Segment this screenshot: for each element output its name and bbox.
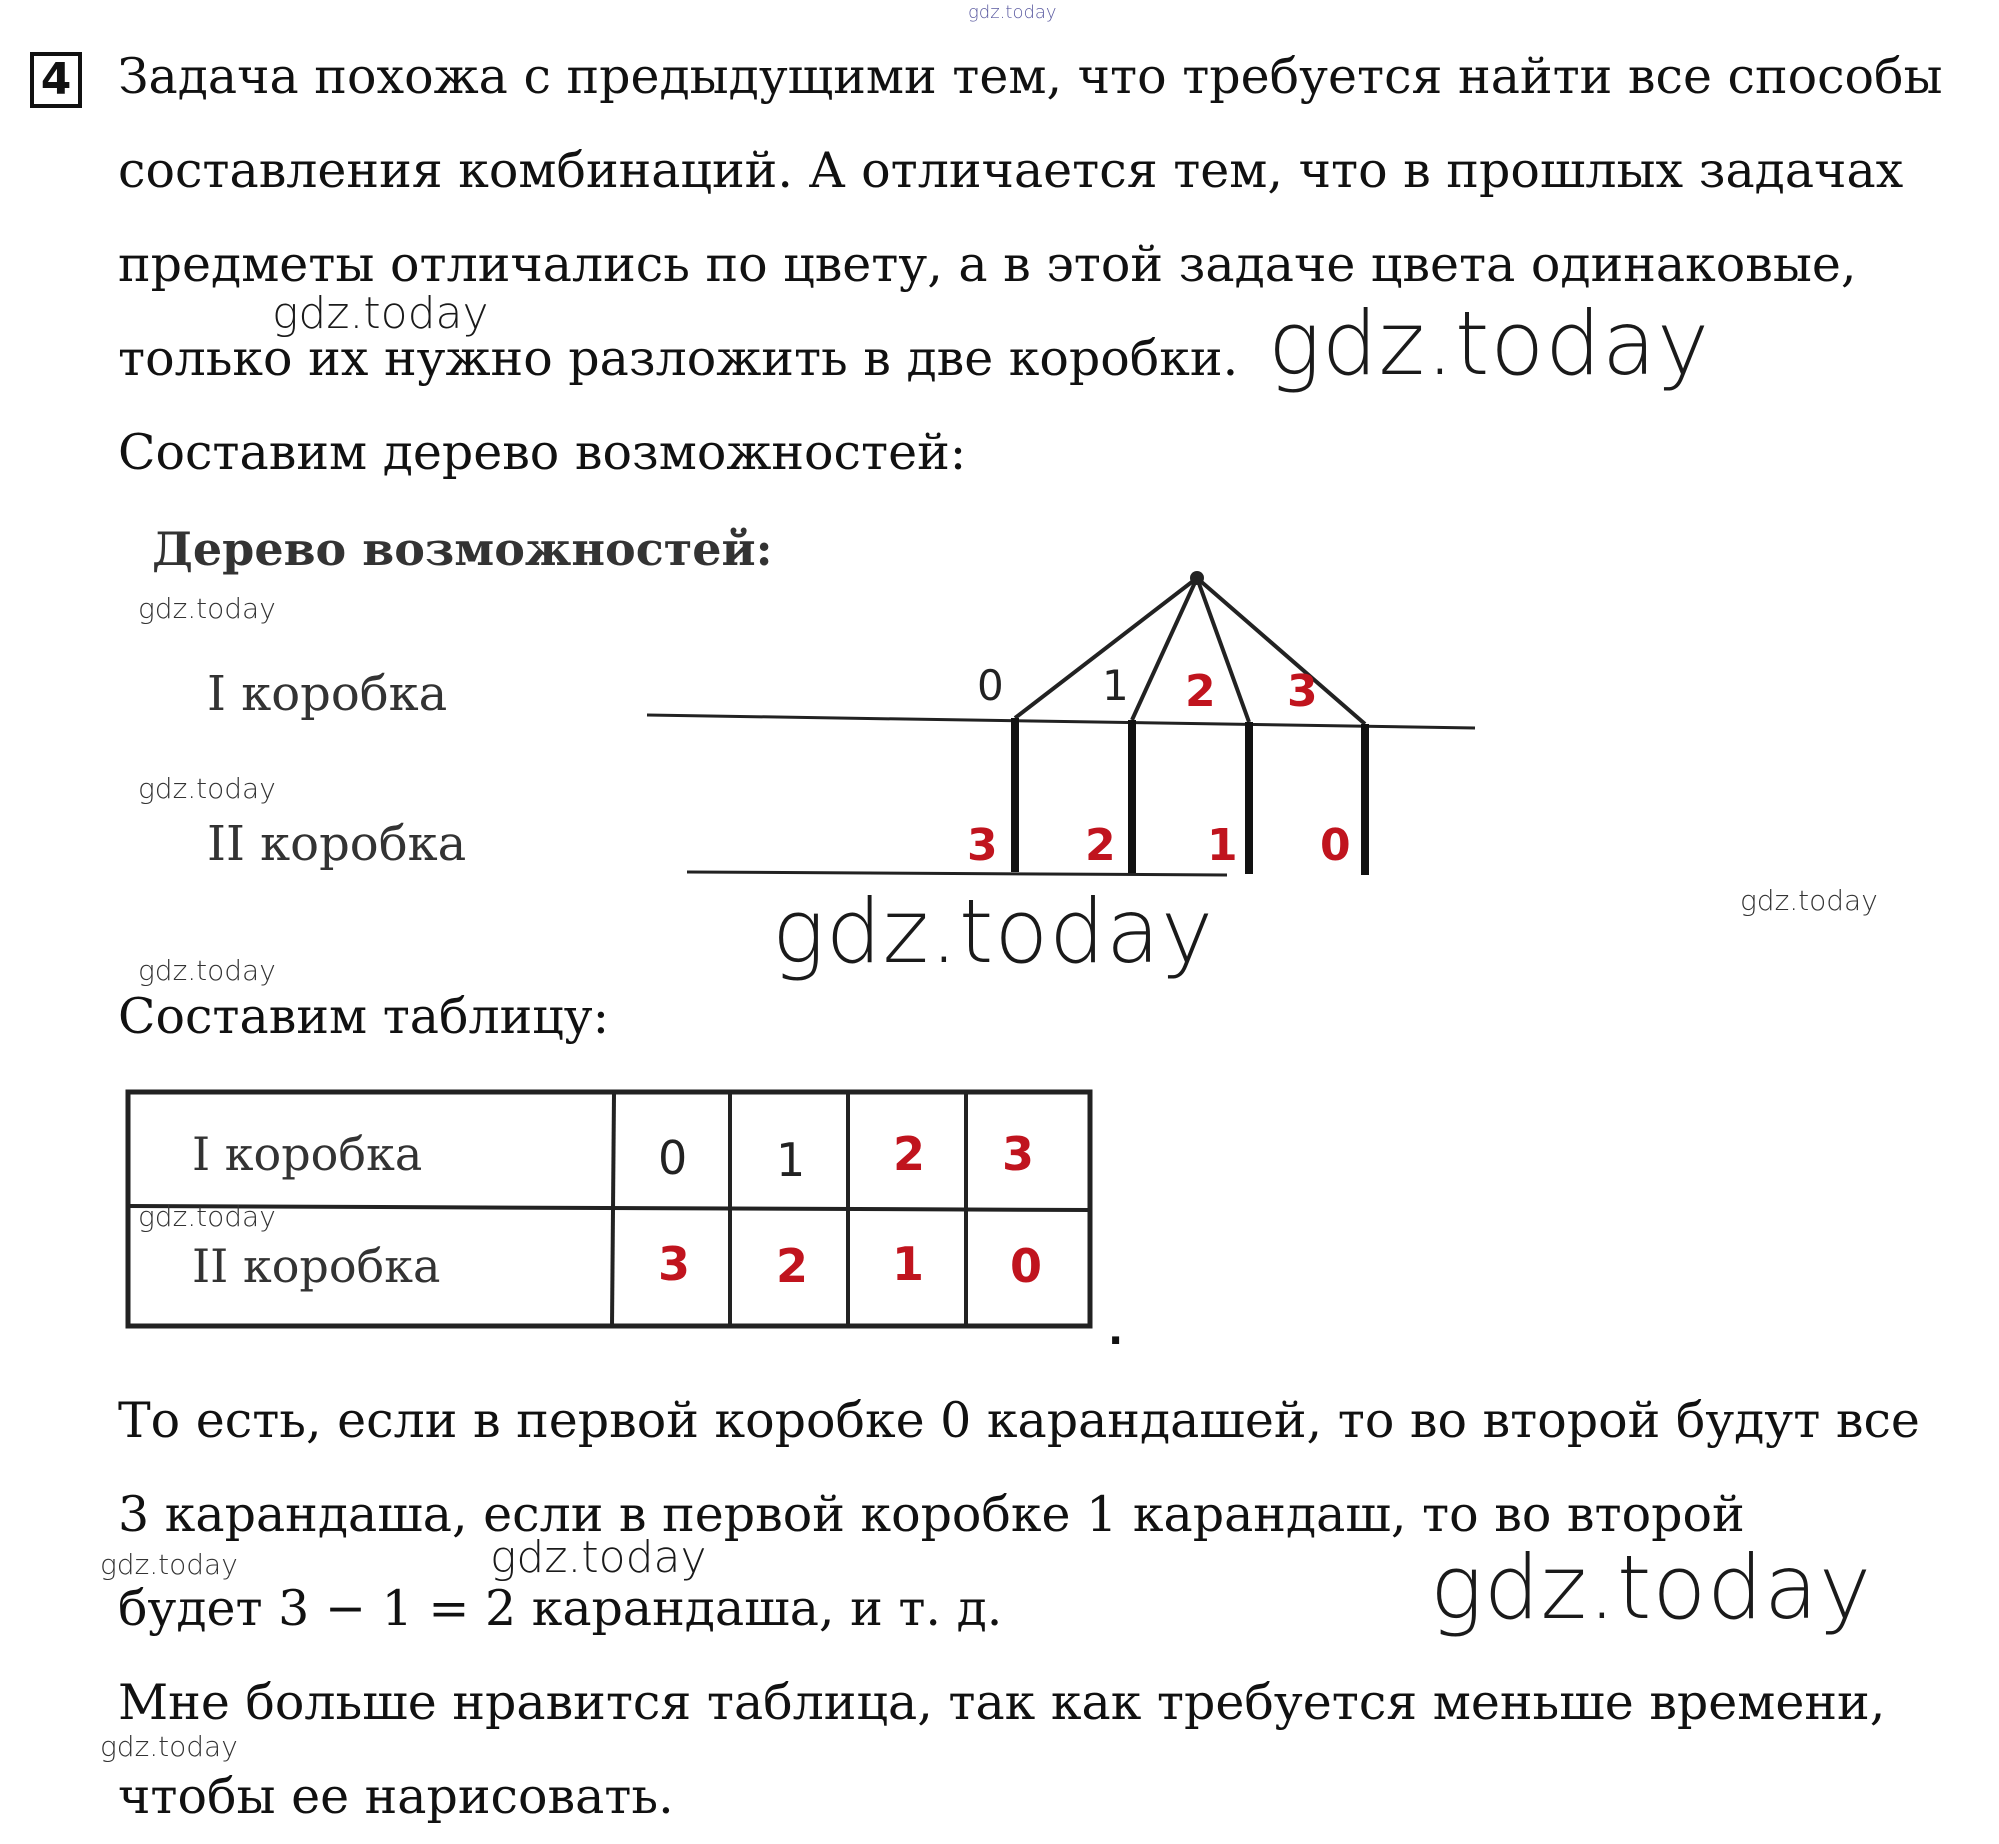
watermark: gdz.today — [100, 1548, 238, 1581]
table-cell: 2 — [893, 1127, 926, 1181]
table-cell: 3 — [1002, 1127, 1035, 1181]
table-cell: 0 — [1010, 1239, 1043, 1293]
watermark: gdz.today — [772, 880, 1215, 983]
intro-line: Задача похожа с предыдущими тем, что требуется найти все способы — [118, 48, 1943, 105]
intro-paragraph — [118, 30, 1988, 500]
watermark: gdz.today — [1740, 884, 1878, 917]
watermark: gdz.today — [1430, 1536, 1873, 1639]
tree-box1-value: 3 — [1287, 666, 1318, 717]
table-cell: 0 — [658, 1131, 688, 1185]
possibility-tree — [127, 520, 1487, 940]
watermark: gdz.today — [490, 1532, 707, 1583]
table-cell: 3 — [658, 1237, 691, 1291]
tree-box1-value: 2 — [1185, 666, 1216, 717]
tree-box2-value: 0 — [1320, 820, 1351, 871]
tree-box2-label: II коробка — [207, 816, 467, 872]
intro-line: предметы отличались по цвету, а в этой задаче цвета одинаковые, — [118, 236, 1857, 293]
watermark-top: gdz.today — [968, 2, 1057, 23]
watermark: gdz.today — [1268, 292, 1711, 395]
tree-box2-value: 1 — [1207, 820, 1238, 871]
table-col-divider — [612, 1094, 614, 1326]
watermark: gdz.today — [138, 954, 276, 987]
explanation-line: будет 3 − 1 = 2 карандаша, и т. д. — [118, 1580, 1003, 1637]
table-cell: 2 — [776, 1239, 809, 1293]
watermark: gdz.today — [138, 772, 276, 805]
task-number: 4 — [30, 52, 82, 108]
tree-box1-value: 0 — [977, 661, 1004, 710]
intro-line: составления комбинаций. А отличается тем, что в прошлых задачах — [118, 142, 1904, 199]
conclusion-line: чтобы ее нарисовать. — [118, 1768, 674, 1825]
explanation-line: 3 карандаша, если в первой коробке 1 карандаш, то во второй — [118, 1486, 1745, 1543]
table-cell: 1 — [892, 1237, 925, 1291]
watermark: gdz.today — [272, 288, 489, 339]
tree-title: Дерево возможностей: — [152, 522, 773, 576]
watermark: gdz.today — [100, 1730, 238, 1763]
tree-box2-value: 3 — [967, 820, 998, 871]
tree-caption: Составим дерево возможностей: — [118, 424, 967, 481]
table-trailing-period: . — [1108, 1308, 1124, 1352]
intro-line: только их нужно разложить в две коробки. — [118, 330, 1239, 387]
watermark: gdz.today — [138, 592, 276, 625]
table-row-label: II коробка — [192, 1239, 441, 1293]
table-caption-block — [118, 970, 1988, 1064]
tree-box1-label: I коробка — [207, 666, 448, 722]
table-caption: Составим таблицу: — [118, 988, 610, 1045]
table-cell: 1 — [776, 1133, 806, 1187]
watermark: gdz.today — [138, 1200, 276, 1233]
tree-box1-value: 1 — [1102, 661, 1129, 710]
tree-box2-value: 2 — [1085, 820, 1116, 871]
conclusion-line: Мне больше нравится таблица, так как требуется меньше времени, — [118, 1674, 1886, 1731]
table-row-label: I коробка — [192, 1127, 423, 1181]
explanation-line: То есть, если в первой коробке 0 карандашей, то во второй будут все — [118, 1392, 1920, 1449]
